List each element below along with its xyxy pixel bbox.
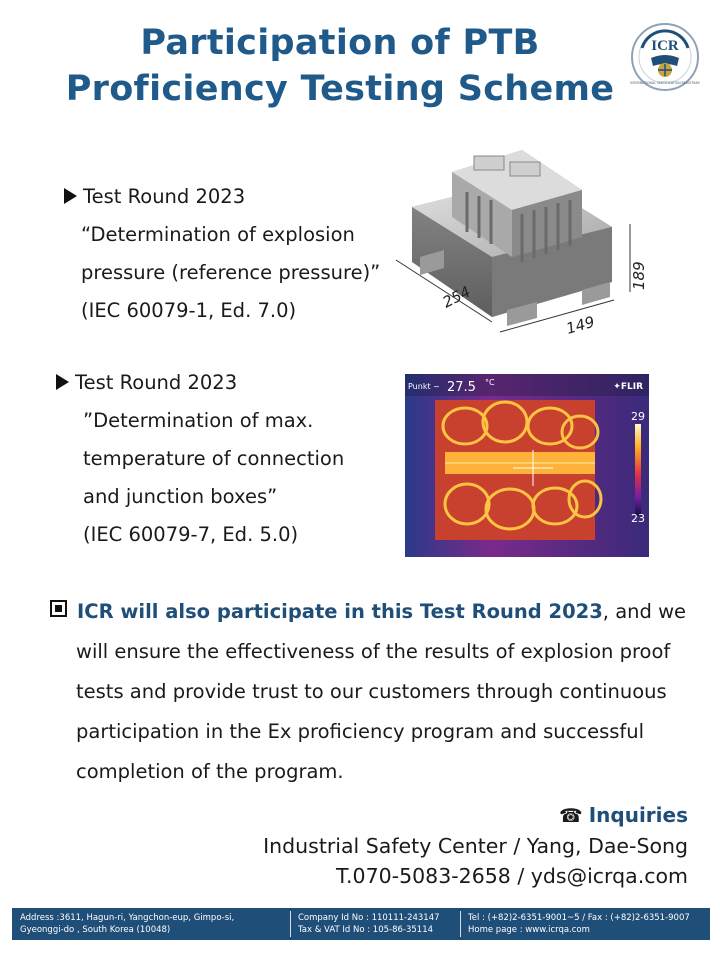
inquiries-contact-info[interactable]: T.070-5083-2658 / yds@icrqa.com	[335, 864, 688, 888]
summary-line: participation in the Ex proficiency program and successful	[76, 720, 645, 743]
triangle-bullet-icon	[56, 374, 69, 390]
summary-paragraph	[50, 592, 690, 792]
thermal-scale-min: 23	[631, 512, 645, 525]
dimension-width: 149	[564, 312, 597, 338]
flir-brand: ✦FLIR	[613, 382, 643, 392]
summary-highlight: ICR will also participate in this Test Round 2023	[77, 600, 603, 623]
footer-bar	[12, 908, 710, 940]
test-round-1-heading: Test Round 2023	[64, 178, 380, 216]
footer-divider	[460, 911, 461, 937]
logo-ring-text: INTERNATIONAL CERTIFICATION REGISTRAR	[630, 81, 700, 85]
page-title	[60, 20, 620, 112]
thermal-punkt-label: Punkt ~	[408, 382, 440, 391]
test-round-1-line: “Determination of explosion	[81, 223, 355, 246]
dimension-length: 254	[439, 282, 474, 312]
icr-logo	[630, 22, 700, 92]
footer-contact: Tel : (+82)2-6351-9001~5 / Fax : (+82)2-6351-9007 Home page : www.icrqa.com	[468, 913, 690, 935]
thermal-punkt-value: 27.5	[447, 380, 476, 395]
inquiries-block	[263, 800, 688, 891]
thermal-scale-max: 29	[631, 410, 645, 423]
footer-divider	[290, 911, 291, 937]
summary-first-line	[50, 592, 690, 632]
test-round-1-line: (IEC 60079-1, Ed. 7.0)	[81, 299, 297, 322]
test-round-1-line: pressure (reference pressure)”	[81, 261, 381, 284]
triangle-bullet-icon	[64, 188, 77, 204]
thermal-image	[405, 374, 649, 557]
test-round-2-heading: Test Round 2023	[56, 364, 344, 402]
inquiries-heading	[263, 800, 688, 831]
enclosure-drawing	[382, 132, 652, 344]
inquiries-contact-person: Industrial Safety Center / Yang, Dae-Song	[263, 834, 688, 858]
dimension-height: 189	[630, 261, 648, 290]
test-round-2-line: temperature of connection	[83, 447, 345, 470]
summary-line: will ensure the effectiveness of the results of explosion proof	[76, 640, 671, 663]
test-round-2-line: (IEC 60079-7, Ed. 5.0)	[83, 523, 299, 546]
summary-rest-first: , and we	[602, 600, 687, 623]
title-line-1: Participation of PTB	[140, 23, 540, 63]
test-round-2-line: and junction boxes”	[83, 485, 278, 508]
inquiries-label: Inquiries	[588, 803, 688, 827]
summary-line: tests and provide trust to our customers through continuous	[76, 680, 667, 703]
square-bullet-icon	[50, 600, 67, 617]
footer-company-ids: Company Id No : 110111-243147 Tax & VAT Id No : 105-86-35114	[298, 913, 440, 935]
telephone-icon: ☎	[559, 805, 583, 827]
title-line-2: Proficiency Testing Scheme	[65, 69, 615, 109]
footer-address: Address :3611, Hagun-ri, Yangchon-eup, Gimpo-si, Gyeonggi-do , South Korea (10048)	[20, 913, 235, 935]
test-round-2-line: ”Determination of max.	[83, 409, 314, 432]
logo-text: ICR	[651, 38, 679, 54]
test-round-1	[64, 178, 380, 330]
summary-line: completion of the program.	[76, 760, 344, 783]
thermal-unit: °C	[485, 378, 495, 387]
test-round-2	[56, 364, 344, 554]
